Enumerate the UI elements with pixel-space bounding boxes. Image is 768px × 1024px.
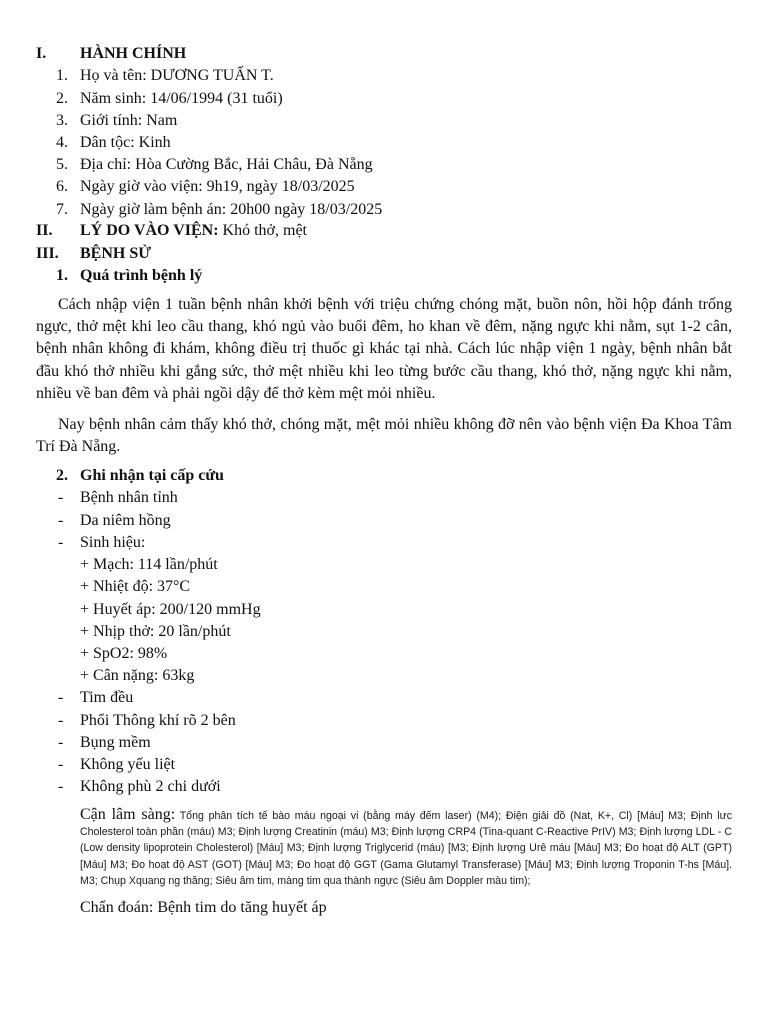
item-text: Không yếu liệt xyxy=(80,756,176,773)
item-text: Năm sinh: 14/06/1994 (31 tuổi) xyxy=(80,90,283,107)
item-text: Da niêm hồng xyxy=(80,512,171,529)
dash-bullet: - xyxy=(58,534,64,551)
item-text: Bệnh nhân tỉnh xyxy=(80,489,178,506)
dash-bullet: - xyxy=(58,689,64,706)
vital-sign: + Cân nặng: 63kg xyxy=(80,667,195,684)
item-number: 3. xyxy=(56,112,68,129)
item-text: Dân tộc: Kinh xyxy=(80,134,171,151)
item-number: 7. xyxy=(56,201,68,218)
dash-bullet: - xyxy=(58,778,64,795)
dash-bullet: - xyxy=(58,756,64,773)
section-2-roman: II. xyxy=(36,222,53,239)
item-text: Địa chỉ: Hòa Cường Bắc, Hải Châu, Đà Nẵng xyxy=(80,156,373,173)
subsection-2-title: Ghi nhận tại cấp cứu xyxy=(80,467,224,484)
vital-sign: + Huyết áp: 200/120 mmHg xyxy=(80,601,261,618)
item-number: 2. xyxy=(56,90,68,107)
section-1-roman: I. xyxy=(36,45,47,62)
dash-bullet: - xyxy=(58,734,64,751)
history-paragraph-1: Cách nhập viện 1 tuần bệnh nhân khởi bệnh với triệu chứng chóng mặt, buồn nôn, hồi hộp đánh trống ngực, thở mệt khi leo cầu thang, khó ngủ vào buổi đêm, ho khan về đêm, nặng ngực khi nằm, sụt 1-2 cân, bệnh nhân không đi khám, không điều trị thuốc gì khác tại nhà. Cách lúc nhập viện 1 ngày, bệnh nhân bắt đầu khó thở nhiều khi gắng sức, thở mệt nhiều khi leo từng bước cầu thang, khó thở, nặng ngực khi nằm, nhiều về ban đêm và phải ngồi dậy để thở kèm mệt mỏi nhiều. xyxy=(36,296,732,402)
item-text: Giới tính: Nam xyxy=(80,112,178,129)
dash-bullet: - xyxy=(58,712,64,729)
vital-sign: + SpO2: 98% xyxy=(80,645,168,662)
history-paragraph-2: Nay bệnh nhân cảm thấy khó thở, chóng mặt, mệt mỏi nhiều không đỡ nên vào bệnh viện Đa Khoa Tâm Trí Đà Nẵng. xyxy=(36,416,732,456)
item-text: Họ và tên: DƯƠNG TUẤN T. xyxy=(80,67,274,84)
item-text: Phổi Thông khí rõ 2 bên xyxy=(80,712,236,729)
item-number: 5. xyxy=(56,156,68,173)
vital-sign: + Mạch: 114 lần/phút xyxy=(80,556,218,573)
item-text: Không phù 2 chi dưới xyxy=(80,778,221,795)
section-2-content xyxy=(80,220,307,242)
item-number: 1. xyxy=(56,67,68,84)
vital-sign: + Nhịp thở: 20 lần/phút xyxy=(80,623,231,640)
vital-sign: + Nhiệt độ: 37°C xyxy=(80,578,191,595)
item-text: Bụng mềm xyxy=(80,734,151,751)
section-2-value: Khó thở, mệt xyxy=(218,222,307,239)
subsection-2-number: 2. xyxy=(56,467,68,484)
item-text: Tim đều xyxy=(80,689,134,706)
dash-bullet: - xyxy=(58,512,64,529)
section-1-title: HÀNH CHÍNH xyxy=(80,45,187,62)
item-text: Ngày giờ làm bệnh án: 20h00 ngày 18/03/2025 xyxy=(80,201,383,218)
subsection-1-number: 1. xyxy=(56,267,68,284)
item-number: 6. xyxy=(56,178,68,195)
item-text: Sinh hiệu: xyxy=(80,534,146,551)
item-text: Ngày giờ vào viện: 9h19, ngày 18/03/2025 xyxy=(80,178,355,195)
section-3-roman: III. xyxy=(36,245,59,262)
section-2-title: LÝ DO VÀO VIỆN: xyxy=(80,222,219,239)
section-3-title: BỆNH SỬ xyxy=(80,245,151,262)
item-number: 4. xyxy=(56,134,68,151)
diagnosis: Chẩn đoán: Bệnh tim do tăng huyết áp xyxy=(80,899,327,916)
subsection-1-title: Quá trình bệnh lý xyxy=(80,267,203,284)
paraclinical-label: Cận lâm sàng: xyxy=(80,806,176,823)
dash-bullet: - xyxy=(58,489,64,506)
paraclinical-tests xyxy=(80,807,732,889)
paraclinical-text: Tổng phân tích tế bào máu ngoại vi (bằng máy đếm laser) (M4); Điện giải đồ (Nat, K+, Cl) [Máu] M3; Định lưc Cholesterol toàn phần (máu) M3; Định lượng Creatinin (máu) M3; Định lượng CRP4 (Tina-quant C-Reactive PrIV) M3; Định lượng LDL - C (Low density lipoprotein Cholesterol) [Máu] M3; Định lượng Triglycerid (máu) [M3; Định lượng Urê máu [Máu] M3; Đo hoạt độ ALT (GPT) [Máu] M3; Đo hoạt độ AST (GOT) [Máu] M3; Đo hoạt độ GGT (Gama Glutamyl Transferase) [Máu] M3; Định lượng Troponin T-hs [Máu]. M3; Chụp Xquang ng thăng; Siêu âm tim, màng tim qua thành ngực (Siêu âm Doppler màu tim); xyxy=(80,810,732,887)
